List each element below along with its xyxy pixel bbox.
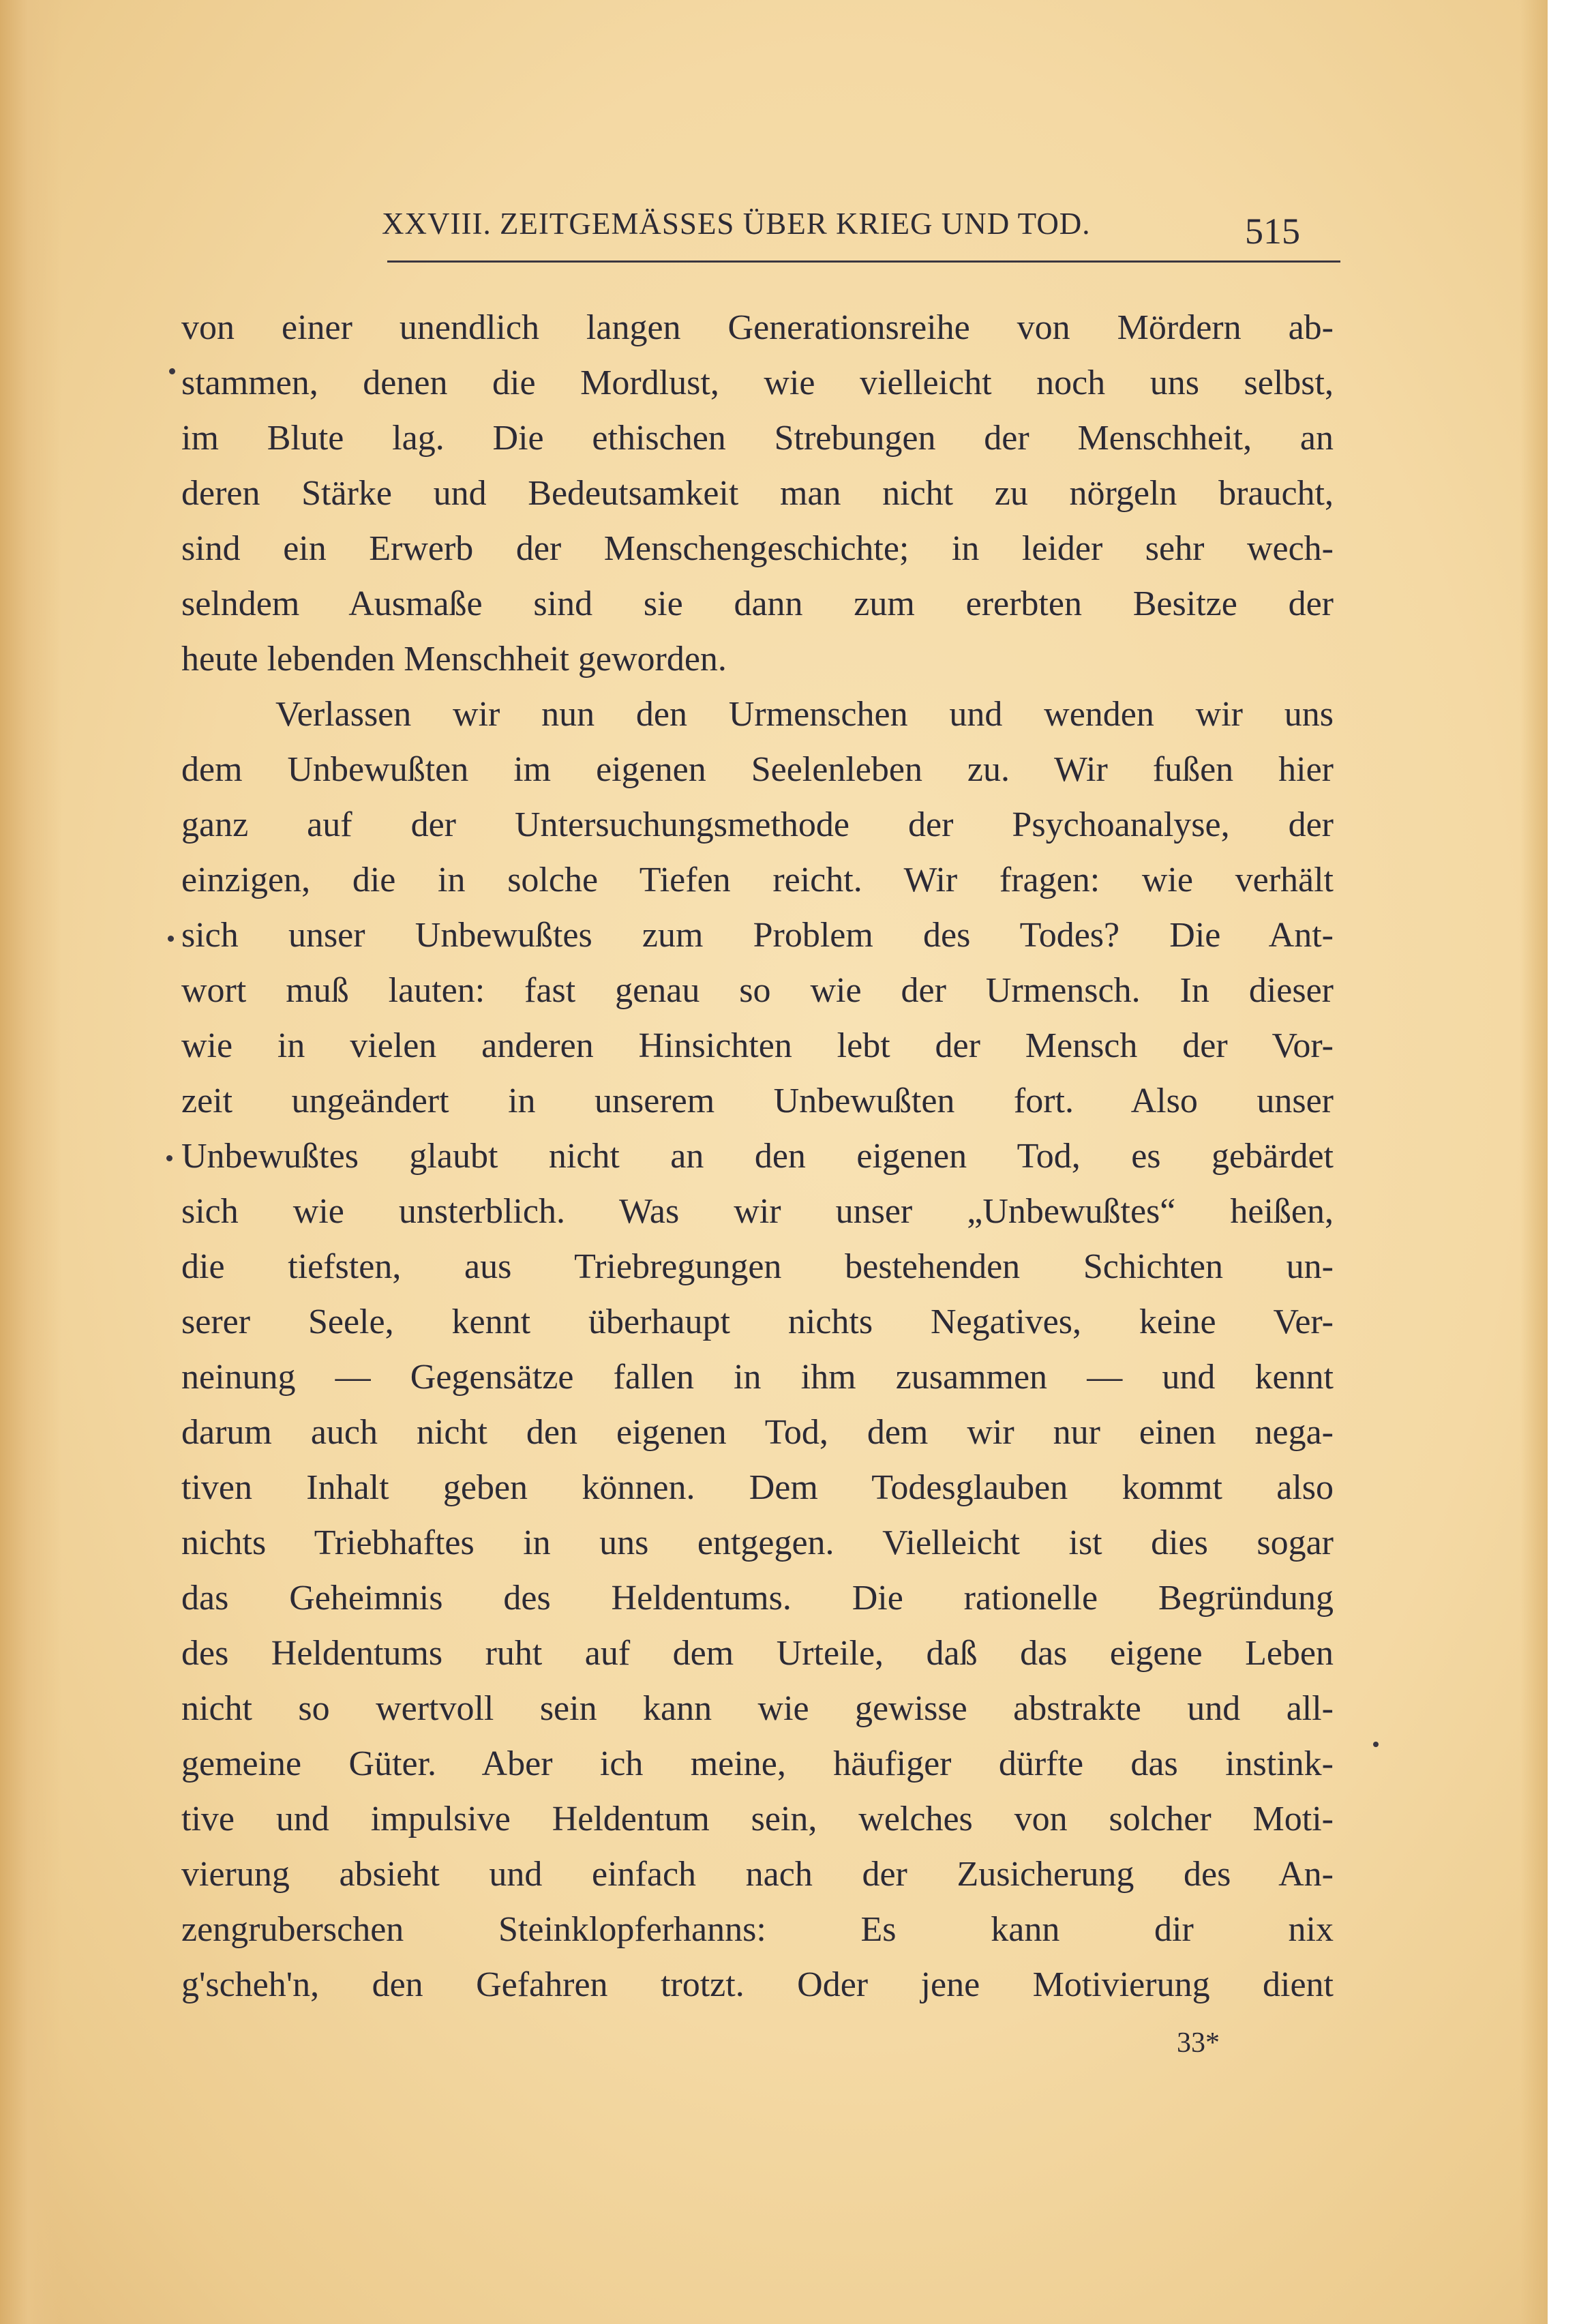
text-line: tiven Inhalt geben können. Dem Todesglauben kommt also [181, 1468, 1334, 1507]
text-line: sich unser Unbewußtes zum Problem des Todes? Die Ant- [181, 916, 1334, 955]
text-line: deren Stärke und Bedeutsamkeit man nicht zu nörgeln braucht, [181, 474, 1334, 513]
page-edge-shadow [1520, 0, 1548, 2324]
text-line: sich wie unsterblich. Was wir unser „Unbewußtes“ heißen, [181, 1192, 1334, 1231]
text-line: das Geheimnis des Heldentums. Die rationelle Begründung [181, 1579, 1334, 1618]
text-line: tive und impulsive Heldentum sein, welches von solcher Moti- [181, 1800, 1334, 1838]
text-line: zeit ungeändert in unserem Unbewußten fort. Also unser [181, 1082, 1334, 1120]
text-line: neinung — Gegensätze fallen in ihm zusammen — und kennt [181, 1358, 1334, 1397]
text-line: nicht so wertvoll sein kann wie gewisse abstrakte und all- [181, 1689, 1334, 1728]
ink-speck [1373, 1742, 1379, 1747]
text-line: im Blute lag. Die ethischen Strebungen der Menschheit, an [181, 419, 1334, 458]
text-line: dem Unbewußten im eigenen Seelenleben zu. Wir fußen hier [181, 750, 1334, 789]
text-line: darum auch nicht den eigenen Tod, dem wir nur einen nega- [181, 1413, 1334, 1452]
text-line: Unbewußtes glaubt nicht an den eigenen Tod, es gebärdet [181, 1137, 1334, 1176]
signature-mark: 33* [1177, 2027, 1220, 2059]
scan-margin [1548, 0, 1594, 2324]
header-rule [387, 260, 1340, 263]
text-line: sind ein Erwerb der Menschengeschichte; in leider sehr wech- [181, 529, 1334, 568]
text-line: die tiefsten, aus Triebregungen bestehenden Schichten un- [181, 1247, 1334, 1286]
text-line: wie in vielen anderen Hinsichten lebt der Mensch der Vor- [181, 1026, 1334, 1065]
text-line: ganz auf der Untersuchungsmethode der Psychoanalyse, der [181, 805, 1334, 844]
text-line: serer Seele, kennt überhaupt nichts Negatives, keine Ver- [181, 1302, 1334, 1341]
ink-speck [168, 936, 174, 942]
text-line: selndem Ausmaße sind sie dann zum ererbten Besitze der [181, 584, 1334, 623]
text-line: stammen, denen die Mordlust, wie vielleicht noch uns selbst, [181, 363, 1334, 402]
text-line: nichts Triebhaftes in uns entgegen. Vielleicht ist dies sogar [181, 1523, 1334, 1562]
text-line: wort muß lauten: fast genau so wie der Urmensch. In dieser [181, 971, 1334, 1010]
running-header: XXVIII. ZEITGEMÄSSES ÜBER KRIEG UND TOD. [382, 207, 1091, 241]
text-line: von einer unendlich langen Generationsreihe von Mördern ab- [181, 308, 1334, 347]
text-line: einzigen, die in solche Tiefen reicht. Wir fragen: wie verhält [181, 861, 1334, 899]
text-line: gemeine Güter. Aber ich meine, häufiger dürfte das instink- [181, 1744, 1334, 1783]
text-line: g'scheh'n, den Gefahren trotzt. Oder jene Motivierung dient [181, 1965, 1334, 2004]
paragraph-start-line: Verlassen wir nun den Urmenschen und wenden wir uns [275, 695, 1334, 734]
page-number: 515 [1245, 211, 1300, 252]
text-line: des Heldentums ruht auf dem Urteile, daß das eigene Leben [181, 1634, 1334, 1673]
text-line: vierung absieht und einfach nach der Zusicherung des An- [181, 1855, 1334, 1894]
ink-speck [169, 368, 175, 374]
page-gutter-shadow [0, 0, 61, 2324]
ink-speck [166, 1155, 172, 1161]
text-line: heute lebenden Menschheit geworden. [181, 640, 727, 679]
body-text [181, 300, 1334, 2012]
text-line: zengruberschen Steinklopferhanns: Es kann dir nix [181, 1910, 1334, 1949]
